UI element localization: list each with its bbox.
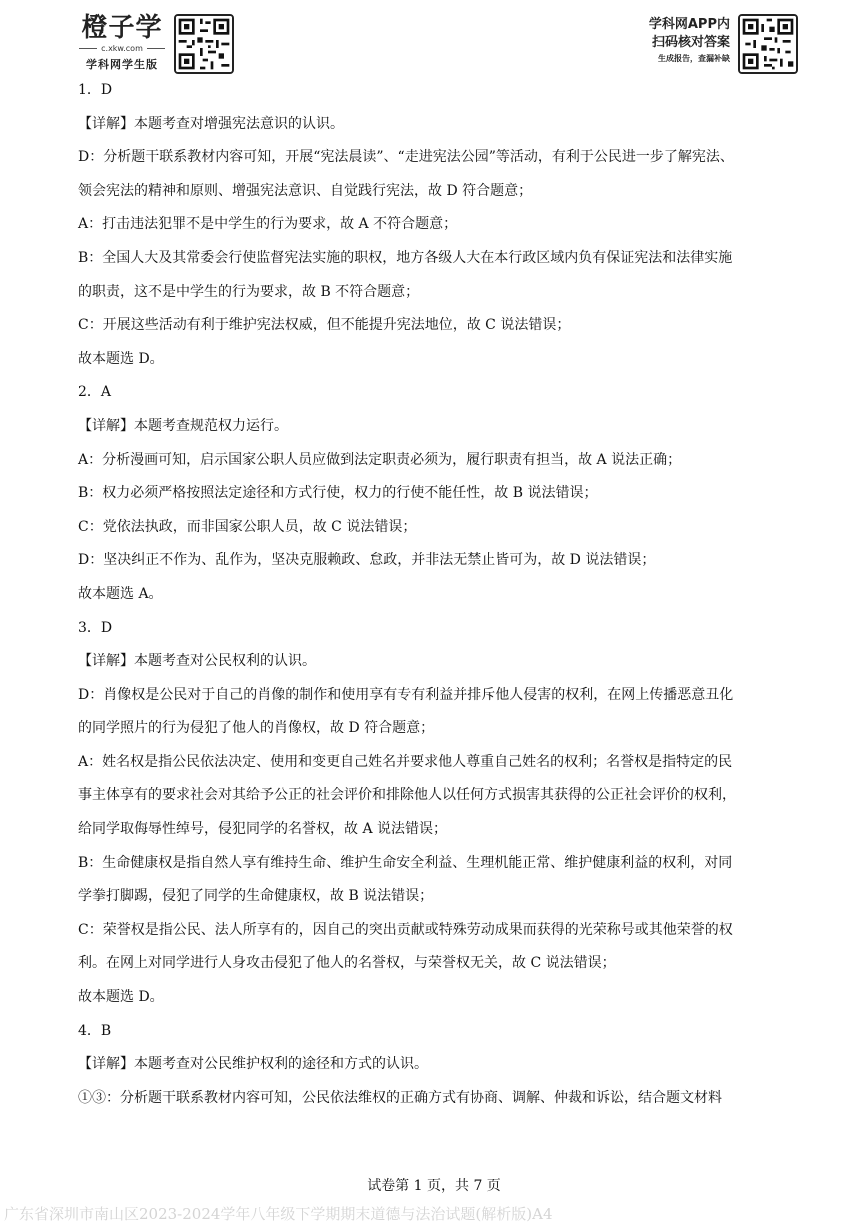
text-line: 事主体享有的要求社会对其给予公正的社会评价和排除他人以任何方式损害其获得的公正社会评价的权利， <box>78 787 736 804</box>
logo-url: c.xkw.com <box>72 44 172 53</box>
watermark: 广东省深圳市南山区2023-2024学年八年级下学期期末道德与法治试题(解析版)A4 <box>4 1205 553 1223</box>
text-line: A：姓名权是指公民依法决定、使用和变更自己姓名并要求他人尊重自己姓名的权利；名誉权是指特定的民 <box>78 753 733 770</box>
qr-code-icon <box>174 14 234 74</box>
text-line: C：开展这些活动有利于维护宪法权威，但不能提升宪法地位，故 C 说法错误； <box>78 317 571 334</box>
text-line: 【详解】本题考查对公民维护权利的途径和方式的认识。 <box>78 1056 428 1073</box>
text-line: 的职责，这不是中学生的行为要求，故 B 不符合题意； <box>78 283 420 300</box>
brand-logo <box>72 14 172 72</box>
text-line: B：全国人大及其常委会行使监督宪法实施的职权，地方各级人大在本行政区域内负有保证宪法和法律实施 <box>78 249 733 266</box>
text-line: 故本题选 D。 <box>78 350 164 367</box>
text-line: 故本题选 A。 <box>78 585 163 602</box>
page-footer: 试卷第 1 页，共 7 页 <box>367 1178 501 1194</box>
text-line: 【详解】本题考查对公民权利的认识。 <box>78 653 316 670</box>
text-line: 故本题选 D。 <box>78 989 164 1006</box>
promo-line-3: 生成报告，查漏补缺 <box>658 54 730 63</box>
logo-subtitle: 学科网学生版 <box>86 58 158 71</box>
text-line: 1．D <box>78 82 113 98</box>
text-line: 学拳打脚踢，侵犯了同学的生命健康权，故 B 说法错误； <box>78 888 434 905</box>
text-line: 2．A <box>78 384 112 401</box>
text-line: D：坚决纠正不作为、乱作为，坚决克服赖政、怠政，并非法无禁止皆可为，故 D 说法错误； <box>78 552 656 569</box>
text-line: C：党依法执政，而非国家公职人员，故 C 说法错误； <box>78 518 417 535</box>
text-line: 4．B <box>78 1022 112 1039</box>
text-line: B：生命健康权是指自然人享有维持生命、维护生命安全利益、生理机能正常、维护健康利益的权利，对同 <box>78 854 733 871</box>
text-line: D：肖像权是公民对于自己的肖像的制作和使用享有专有利益并排斥他人侵害的权利，在网上传播恶意丑化 <box>78 686 734 703</box>
text-line: 领会宪法的精神和原则、增强宪法意识、自觉践行宪法，故 D 符合题意； <box>78 182 533 199</box>
promo-line-2: 扫码核对答案 <box>651 35 730 50</box>
text-line: 利。在网上对同学进行人身攻击侵犯了他人的名誉权，与荣誉权无关，故 C 说法错误； <box>78 955 616 972</box>
app-promo <box>649 16 730 66</box>
qr-code-icon <box>738 14 798 74</box>
text-line: 给同学取侮辱性绰号，侵犯同学的名誉权，故 A 说法错误； <box>78 821 448 838</box>
text-line: 的同学照片的行为侵犯了他人的肖像权，故 D 符合题意； <box>78 720 435 737</box>
text-line: B：权力必须严格按照法定途径和方式行使，权力的行使不能任性，故 B 说法错误； <box>78 485 598 502</box>
logo-title: 橙子学 <box>81 13 163 43</box>
promo-line-1: 学科网APP内 <box>648 17 730 32</box>
text-line: 【详解】本题考查对增强宪法意识的认识。 <box>78 115 344 132</box>
text-line: ①③：分析题干联系教材内容可知，公民依法维权的正确方式有协商、调解、仲裁和诉讼，结合题文材料 <box>78 1089 722 1106</box>
text-line: A：打击违法犯罪不是中学生的行为要求，故 A 不符合题意； <box>78 216 458 233</box>
text-line: C：荣誉权是指公民、法人所享有的，因自己的突出贡献或特殊劳动成果而获得的光荣称号或其他荣誉的权 <box>78 921 733 938</box>
text-line: A：分析漫画可知，启示国家公职人员应做到法定职责必须为，履行职责有担当，故 A 说法正确； <box>78 451 682 468</box>
answer-explanations <box>78 74 794 1115</box>
text-line: 【详解】本题考查规范权力运行。 <box>78 417 288 434</box>
text-line: D：分析题干联系教材内容可知，开展“宪法晨读”、“走进宪法公园”等活动，有利于公民进一步了解宪法、 <box>78 149 734 166</box>
text-line: 3．D <box>78 619 113 636</box>
